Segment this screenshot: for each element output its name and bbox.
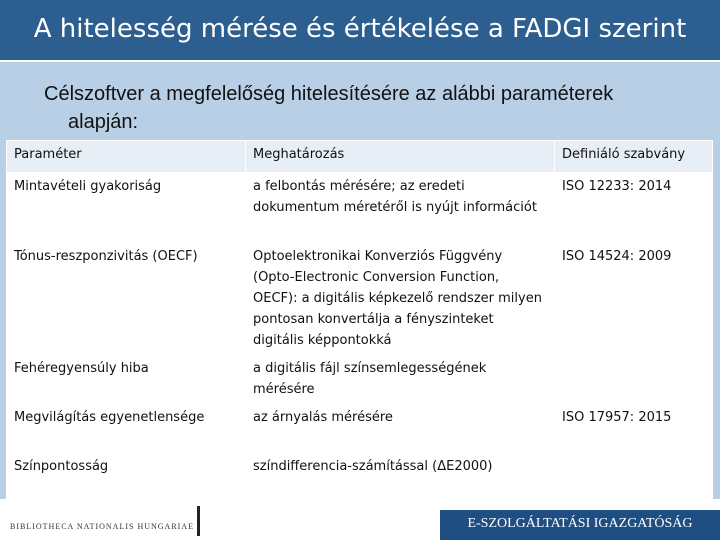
- standard-cell: ISO 17957: 2015: [555, 404, 713, 453]
- standard-cell: [555, 355, 713, 404]
- table-row: [7, 243, 713, 355]
- subtitle-line-2: alapján:: [68, 111, 139, 133]
- definition-cell: színdifferencia-számítással (ΔE2000): [246, 453, 555, 502]
- parameter-cell: Fehéregyensúly hiba: [7, 355, 246, 404]
- standard-cell: ISO 14524: 2009: [555, 243, 713, 355]
- title-bar: [0, 0, 720, 60]
- parameter-cell: Színpontosság: [7, 453, 246, 502]
- table-row: [7, 173, 713, 243]
- subtitle-line-1: Célszoftver a megfelelőség hitelesítésére az alábbi paraméterek: [44, 83, 614, 105]
- parameter-cell: Megvilágítás egyenetlensége: [7, 404, 246, 453]
- department-name: E-SZOLGÁLTATÁSI IGAZGATÓSÁG: [467, 516, 693, 531]
- table-row: [7, 453, 713, 502]
- table-header-row: [7, 141, 713, 173]
- slide-title: A hitelesség mérése és értékelése a FADGI szerint: [33, 14, 687, 44]
- department-banner: [440, 510, 720, 540]
- table-row: [7, 355, 713, 404]
- header-definition: Meghatározás: [246, 141, 555, 173]
- subtitle: [44, 80, 694, 136]
- parameters-table: [6, 140, 713, 502]
- definition-cell: az árnyalás mérésére: [246, 404, 555, 453]
- table-row: [7, 404, 713, 453]
- parameter-cell: Mintavételi gyakoriság: [7, 173, 246, 243]
- parameter-cell: Tónus-reszponzivitás (OECF): [7, 243, 246, 355]
- footer-divider: [197, 506, 200, 536]
- library-name: BIBLIOTHECA NATIONALIS HUNGARIAE: [10, 522, 194, 531]
- definition-cell: Optoelektronikai Konverziós Függvény (Opto-Electronic Conversion Function, OECF): a digitális képkezelő rendszer milyen pontosan konvertálja a fényszinteket digitális képpontokká: [246, 243, 555, 355]
- standard-cell: [555, 453, 713, 502]
- definition-cell: a felbontás mérésére; az eredeti dokumentum méretéről is nyújt információt: [246, 173, 555, 243]
- header-parameter: Paraméter: [7, 141, 246, 173]
- standard-cell: ISO 12233: 2014: [555, 173, 713, 243]
- header-standard: Definiáló szabvány: [555, 141, 713, 173]
- definition-cell: a digitális fájl színsemlegességének mérésére: [246, 355, 555, 404]
